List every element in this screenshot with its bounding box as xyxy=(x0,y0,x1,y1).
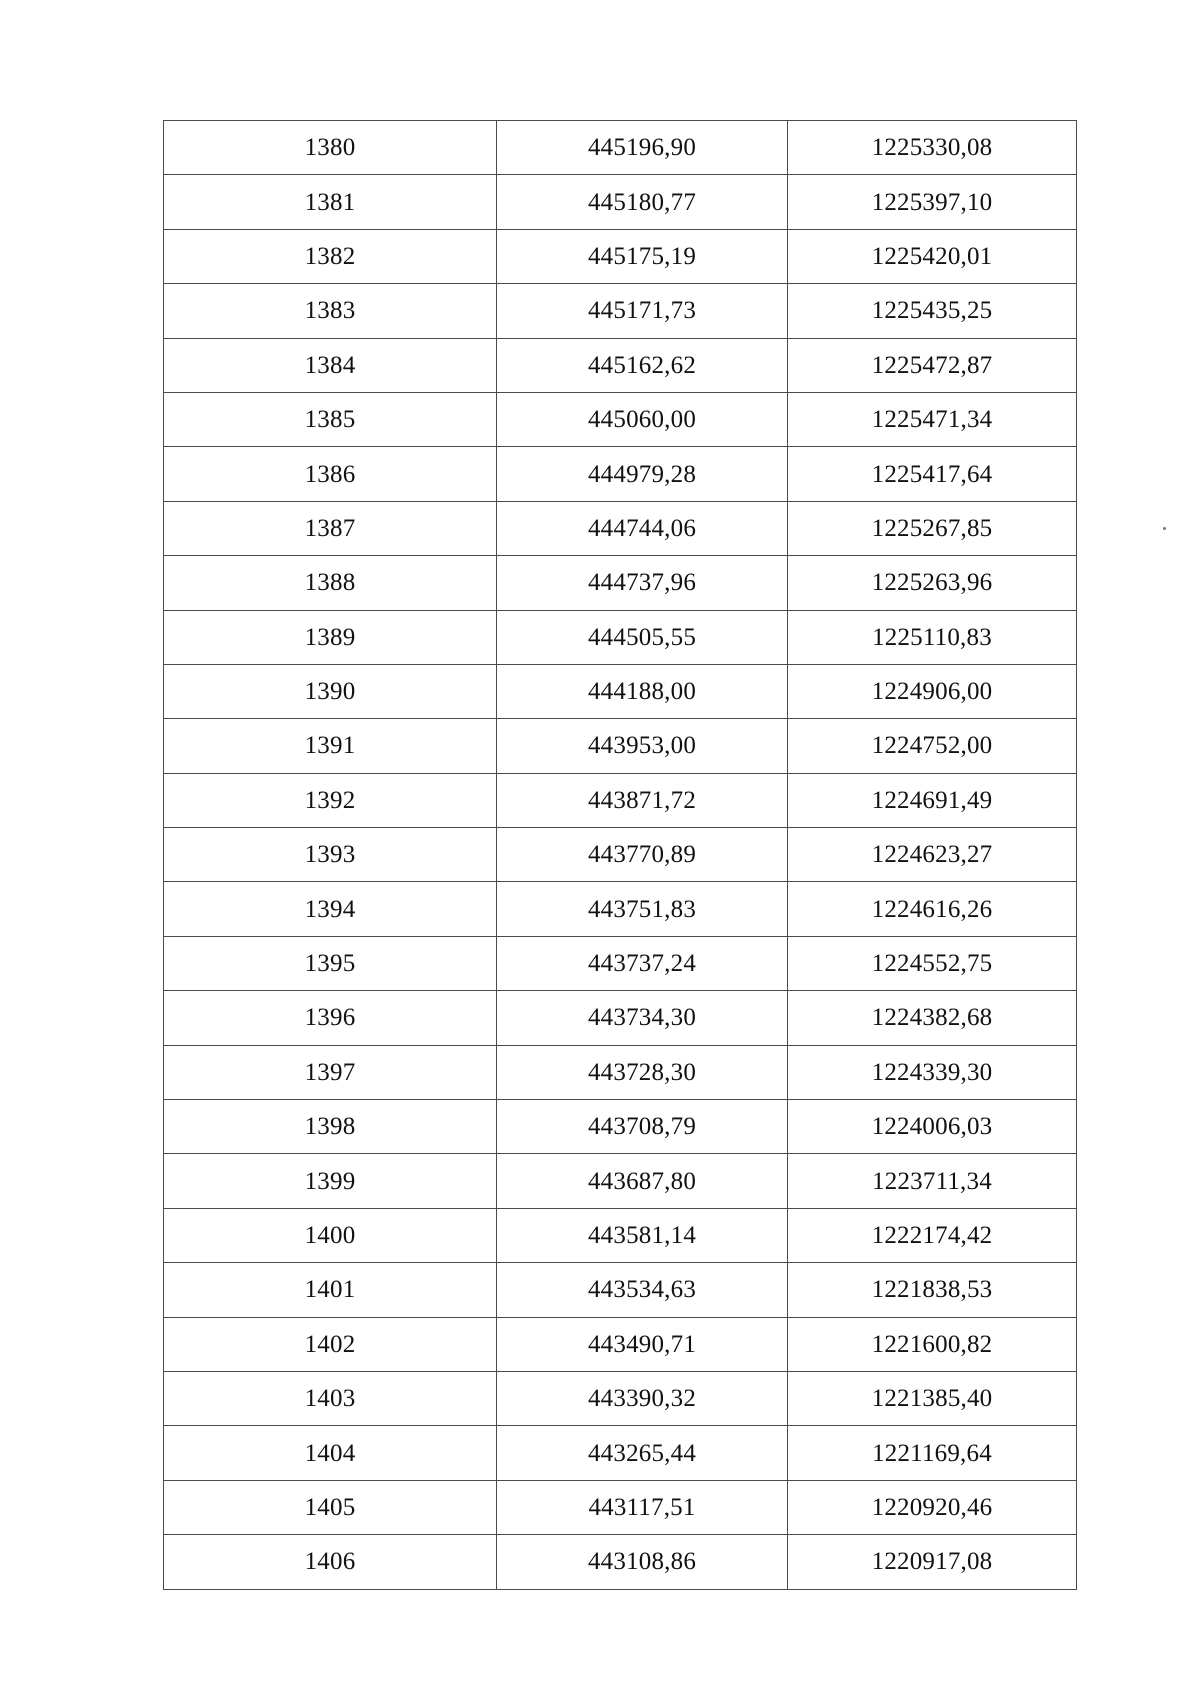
table-row xyxy=(164,1045,1077,1099)
y-coordinate-cell: 1221385,40 xyxy=(788,1371,1077,1425)
table-row xyxy=(164,610,1077,664)
y-coordinate-cell: 1221169,64 xyxy=(788,1426,1077,1480)
point-number-cell: 1402 xyxy=(164,1317,497,1371)
y-coordinate-cell: 1222174,42 xyxy=(788,1208,1077,1262)
table-row xyxy=(164,1154,1077,1208)
point-number-cell: 1387 xyxy=(164,501,497,555)
point-number-cell: 1400 xyxy=(164,1208,497,1262)
x-coordinate-cell: 443108,86 xyxy=(497,1535,788,1589)
point-number-cell: 1390 xyxy=(164,664,497,718)
point-number-cell: 1382 xyxy=(164,229,497,283)
point-number-cell: 1398 xyxy=(164,1100,497,1154)
table-row xyxy=(164,1100,1077,1154)
point-number-cell: 1391 xyxy=(164,719,497,773)
table-row xyxy=(164,936,1077,990)
x-coordinate-cell: 443737,24 xyxy=(497,936,788,990)
scan-speck xyxy=(1163,527,1166,530)
y-coordinate-cell: 1225435,25 xyxy=(788,284,1077,338)
point-number-cell: 1404 xyxy=(164,1426,497,1480)
point-number-cell: 1395 xyxy=(164,936,497,990)
point-number-cell: 1406 xyxy=(164,1535,497,1589)
table-row xyxy=(164,828,1077,882)
table-row xyxy=(164,175,1077,229)
table-row xyxy=(164,1263,1077,1317)
table-row xyxy=(164,1208,1077,1262)
table-row xyxy=(164,719,1077,773)
y-coordinate-cell: 1225420,01 xyxy=(788,229,1077,283)
x-coordinate-cell: 443751,83 xyxy=(497,882,788,936)
x-coordinate-cell: 443728,30 xyxy=(497,1045,788,1099)
x-coordinate-cell: 444188,00 xyxy=(497,664,788,718)
x-coordinate-cell: 443390,32 xyxy=(497,1371,788,1425)
table-row xyxy=(164,773,1077,827)
table-row xyxy=(164,1371,1077,1425)
y-coordinate-cell: 1224691,49 xyxy=(788,773,1077,827)
y-coordinate-cell: 1224906,00 xyxy=(788,664,1077,718)
point-number-cell: 1389 xyxy=(164,610,497,664)
x-coordinate-cell: 443265,44 xyxy=(497,1426,788,1480)
coordinates-table-body xyxy=(164,121,1077,1590)
y-coordinate-cell: 1225263,96 xyxy=(788,556,1077,610)
y-coordinate-cell: 1220920,46 xyxy=(788,1480,1077,1534)
table-row xyxy=(164,392,1077,446)
table-row xyxy=(164,501,1077,555)
y-coordinate-cell: 1225471,34 xyxy=(788,392,1077,446)
x-coordinate-cell: 445196,90 xyxy=(497,121,788,175)
point-number-cell: 1394 xyxy=(164,882,497,936)
x-coordinate-cell: 445171,73 xyxy=(497,284,788,338)
y-coordinate-cell: 1223711,34 xyxy=(788,1154,1077,1208)
y-coordinate-cell: 1225267,85 xyxy=(788,501,1077,555)
point-number-cell: 1393 xyxy=(164,828,497,882)
x-coordinate-cell: 444737,96 xyxy=(497,556,788,610)
y-coordinate-cell: 1224616,26 xyxy=(788,882,1077,936)
table-row xyxy=(164,447,1077,501)
x-coordinate-cell: 443708,79 xyxy=(497,1100,788,1154)
point-number-cell: 1388 xyxy=(164,556,497,610)
x-coordinate-cell: 445175,19 xyxy=(497,229,788,283)
x-coordinate-cell: 444744,06 xyxy=(497,501,788,555)
x-coordinate-cell: 444979,28 xyxy=(497,447,788,501)
x-coordinate-cell: 443734,30 xyxy=(497,991,788,1045)
y-coordinate-cell: 1225417,64 xyxy=(788,447,1077,501)
table-row xyxy=(164,1317,1077,1371)
point-number-cell: 1384 xyxy=(164,338,497,392)
table-row xyxy=(164,556,1077,610)
x-coordinate-cell: 443534,63 xyxy=(497,1263,788,1317)
point-number-cell: 1396 xyxy=(164,991,497,1045)
y-coordinate-cell: 1225472,87 xyxy=(788,338,1077,392)
point-number-cell: 1380 xyxy=(164,121,497,175)
x-coordinate-cell: 443871,72 xyxy=(497,773,788,827)
y-coordinate-cell: 1224382,68 xyxy=(788,991,1077,1045)
point-number-cell: 1381 xyxy=(164,175,497,229)
coordinates-table xyxy=(163,120,1077,1590)
x-coordinate-cell: 443953,00 xyxy=(497,719,788,773)
table-row xyxy=(164,121,1077,175)
x-coordinate-cell: 443581,14 xyxy=(497,1208,788,1262)
x-coordinate-cell: 445060,00 xyxy=(497,392,788,446)
y-coordinate-cell: 1225330,08 xyxy=(788,121,1077,175)
x-coordinate-cell: 445180,77 xyxy=(497,175,788,229)
y-coordinate-cell: 1224339,30 xyxy=(788,1045,1077,1099)
table-row xyxy=(164,882,1077,936)
point-number-cell: 1399 xyxy=(164,1154,497,1208)
table-row xyxy=(164,1426,1077,1480)
point-number-cell: 1383 xyxy=(164,284,497,338)
x-coordinate-cell: 444505,55 xyxy=(497,610,788,664)
table-row xyxy=(164,229,1077,283)
point-number-cell: 1397 xyxy=(164,1045,497,1099)
y-coordinate-cell: 1224752,00 xyxy=(788,719,1077,773)
y-coordinate-cell: 1224552,75 xyxy=(788,936,1077,990)
x-coordinate-cell: 443770,89 xyxy=(497,828,788,882)
x-coordinate-cell: 443117,51 xyxy=(497,1480,788,1534)
y-coordinate-cell: 1225110,83 xyxy=(788,610,1077,664)
y-coordinate-cell: 1224623,27 xyxy=(788,828,1077,882)
x-coordinate-cell: 445162,62 xyxy=(497,338,788,392)
table-row xyxy=(164,1480,1077,1534)
table-row xyxy=(164,1535,1077,1589)
table-row xyxy=(164,991,1077,1045)
y-coordinate-cell: 1220917,08 xyxy=(788,1535,1077,1589)
point-number-cell: 1386 xyxy=(164,447,497,501)
x-coordinate-cell: 443490,71 xyxy=(497,1317,788,1371)
point-number-cell: 1392 xyxy=(164,773,497,827)
x-coordinate-cell: 443687,80 xyxy=(497,1154,788,1208)
point-number-cell: 1401 xyxy=(164,1263,497,1317)
point-number-cell: 1405 xyxy=(164,1480,497,1534)
point-number-cell: 1385 xyxy=(164,392,497,446)
y-coordinate-cell: 1224006,03 xyxy=(788,1100,1077,1154)
table-row xyxy=(164,284,1077,338)
y-coordinate-cell: 1221838,53 xyxy=(788,1263,1077,1317)
y-coordinate-cell: 1225397,10 xyxy=(788,175,1077,229)
point-number-cell: 1403 xyxy=(164,1371,497,1425)
table-row xyxy=(164,664,1077,718)
table-row xyxy=(164,338,1077,392)
y-coordinate-cell: 1221600,82 xyxy=(788,1317,1077,1371)
